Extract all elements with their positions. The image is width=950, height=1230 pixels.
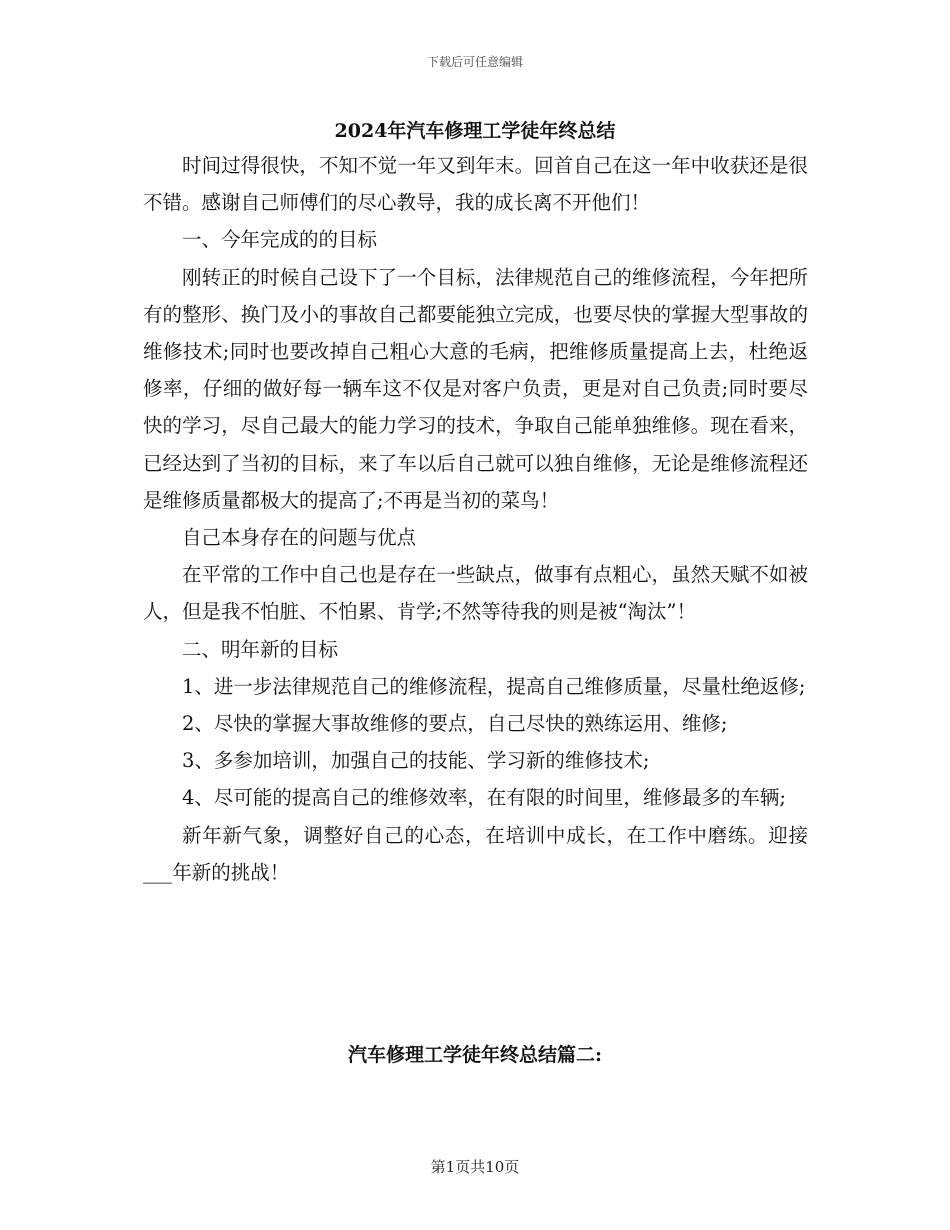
page-footer: 第1页共10页 (430, 1158, 520, 1176)
list-item-goal-3: 3、多参加培训，加强自己的技能、学习新的维修技术; (182, 749, 650, 773)
header-note: 下载后可任意编辑 (426, 55, 523, 69)
paragraph-strengths-weaknesses: 在平常的工作中自己也是存在一些缺点，做事有点粗心，虽然天赋不如被人，但是我不怕脏、不怕累、肯学;不然等待我的则是被“淘汰”！ (143, 563, 808, 624)
list-item-goal-1: 1、进一步法律规范自己的维修流程，提高自己维修质量，尽量杜绝返修; (182, 674, 806, 698)
section-subtitle: 汽车修理工学徒年终总结篇二: (347, 1044, 602, 1066)
section-heading-new-goals: 二、明年新的目标 (182, 637, 339, 661)
document-title: 2024年汽车修理工学徒年终总结 (334, 120, 616, 142)
paragraph-intro: 时间过得很快，不知不觉一年又到年末。回首自己在这一年中收获还是很不错。感谢自己师傅们的尽心教导，我的成长离不开他们！ (143, 154, 808, 215)
list-item-goal-2: 2、尽快的掌握大事故维修的要点，自己尽快的熟练运用、维修; (182, 712, 728, 736)
list-item-goal-4: 4、尽可能的提高自己的维修效率，在有限的时间里，维修最多的车辆; (182, 786, 786, 810)
document-body (143, 147, 808, 891)
paragraph-goals-achieved: 刚转正的时候自己设下了一个目标，法律规范自己的维修流程，今年把所有的整形、换门及小的事故自己都要能独立完成，也要尽快的掌握大型事故的维修技术;同时也要改掉自己粗心大意的毛病，把维修质量提高上去，杜绝返修率，仔细的做好每一辆车这不仅是对客户负责，更是对自己负责;同时要尽快的学习，尽自己最大的能力学习的技术，争取自己能单独维修。现在看来，已经达到了当初的目标，来了车以后自己就可以独自维修，无论是维修流程还是维修质量都极大的提高了;不再是当初的菜鸟！ (143, 265, 808, 512)
section-heading-goals-achieved: 一、今年完成的的目标 (182, 228, 378, 252)
paragraph-closing: 新年新气象，调整好自己的心态，在培训中成长，在工作中磨练。迎接___年新的挑战！ (143, 823, 808, 884)
section-heading-strengths-weaknesses: 自己本身存在的问题与优点 (182, 526, 417, 550)
